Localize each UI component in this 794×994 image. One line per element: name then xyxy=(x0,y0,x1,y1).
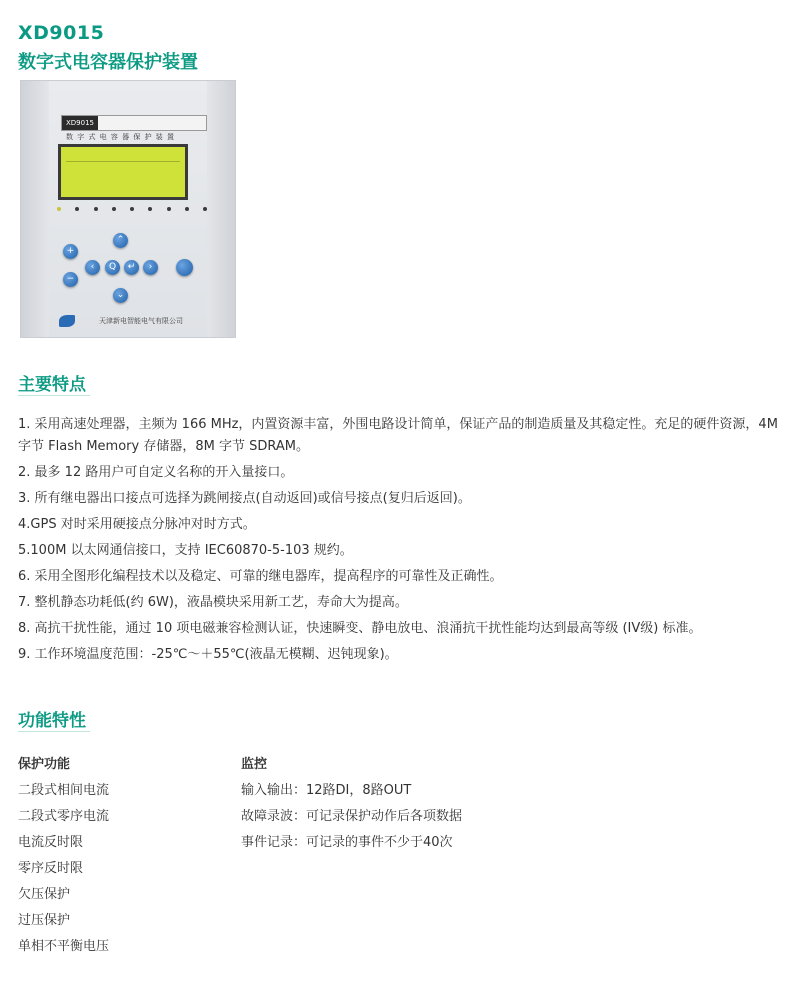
device-brand xyxy=(59,315,209,331)
features-title-underline xyxy=(18,395,90,396)
nameplate-name: 数 字 式 电 容 器 保 护 装 置 xyxy=(66,133,176,141)
device-led-row xyxy=(57,203,207,211)
monitoring-item: 输入输出：12路DI，8路OUT xyxy=(241,783,412,798)
monitoring-item: 故障录波：可记录保护动作后各项数据 xyxy=(241,809,463,824)
protection-functions-column xyxy=(18,753,109,961)
feature-item: 9. 工作环境温度范围：-25℃～＋55℃(液晶无模糊、迟钝现象)。 xyxy=(18,647,398,662)
led-indicator xyxy=(94,207,98,211)
monitoring-column xyxy=(241,753,462,857)
protection-heading: 保护功能 xyxy=(18,757,71,772)
device-right-rail xyxy=(207,81,235,337)
feature-item: 8. 高抗干扰性能，通过 10 项电磁兼容检测认证，快速瞬变、静电放电、浪涌抗干扰性能均达到最高等级 (IV级) 标准。 xyxy=(18,621,702,636)
feature-item: 5.100M 以太网通信接口，支持 IEC60870-5-103 规约。 xyxy=(18,543,353,558)
device-photo xyxy=(20,80,236,338)
protection-item: 零序反时限 xyxy=(18,861,84,876)
right-arrow-icon: › xyxy=(143,260,158,275)
brand-logo-icon xyxy=(59,315,75,327)
monitoring-heading: 监控 xyxy=(241,757,268,772)
led-indicator xyxy=(148,207,152,211)
features-list xyxy=(18,414,778,670)
feature-item: 6. 采用全图形化编程技术以及稳定、可靠的继电器库，提高程序的可靠性及正确性。 xyxy=(18,569,503,584)
led-indicator xyxy=(57,207,61,211)
plus-icon: + xyxy=(63,244,78,259)
led-indicator xyxy=(75,207,79,211)
product-model: XD9015 xyxy=(18,22,105,44)
device-lcd-screen xyxy=(58,144,188,200)
functions-section-title: 功能特性 xyxy=(18,711,86,731)
device-nameplate xyxy=(61,115,207,141)
product-name: 数字式电容器保护装置 xyxy=(18,52,198,73)
feature-item: 2. 最多 12 路用户可自定义名称的开入量接口。 xyxy=(18,465,294,480)
left-arrow-icon: ‹ xyxy=(85,260,100,275)
device-company-name: 天津新电智能电气有限公司 xyxy=(99,317,183,325)
led-indicator xyxy=(130,207,134,211)
protection-item: 单相不平衡电压 xyxy=(18,939,110,954)
round-button-icon xyxy=(176,259,193,276)
led-indicator xyxy=(203,207,207,211)
led-indicator xyxy=(112,207,116,211)
protection-item: 过压保护 xyxy=(18,913,71,928)
up-arrow-icon: ⌃ xyxy=(113,233,128,248)
functions-title-underline xyxy=(18,731,90,732)
feature-item: 7. 整机静态功耗低(约 6W)，液晶模块采用新工艺，寿命大为提高。 xyxy=(18,595,408,610)
enter-icon: ↵ xyxy=(124,260,139,275)
features-section-title: 主要特点 xyxy=(18,375,86,395)
led-indicator xyxy=(167,207,171,211)
protection-item: 二段式相间电流 xyxy=(18,783,110,798)
protection-item: 电流反时限 xyxy=(18,835,84,850)
minus-icon: − xyxy=(63,272,78,287)
device-left-rail xyxy=(21,81,49,337)
feature-item: 1. 采用高速处理器，主频为 166 MHz，内置资源丰富，外围电路设计简单，保证产品的制造质量及其稳定性。充足的硬件资源，4M 字节 Flash Memory 存储器，8M 字节 SDRAM。 xyxy=(18,417,778,454)
protection-item: 二段式零序电流 xyxy=(18,809,110,824)
led-indicator xyxy=(185,207,189,211)
down-arrow-icon: ⌄ xyxy=(113,288,128,303)
q-icon: Q xyxy=(105,260,120,275)
feature-item: 4.GPS 对时采用硬接点分脉冲对时方式。 xyxy=(18,517,256,532)
monitoring-item: 事件记录：可记录的事件不少于40次 xyxy=(241,835,453,850)
protection-item: 欠压保护 xyxy=(18,887,71,902)
nameplate-model: XD9015 xyxy=(62,116,98,130)
feature-item: 3. 所有继电器出口接点可选择为跳闸接点(自动返回)或信号接点(复归后返回)。 xyxy=(18,491,471,506)
